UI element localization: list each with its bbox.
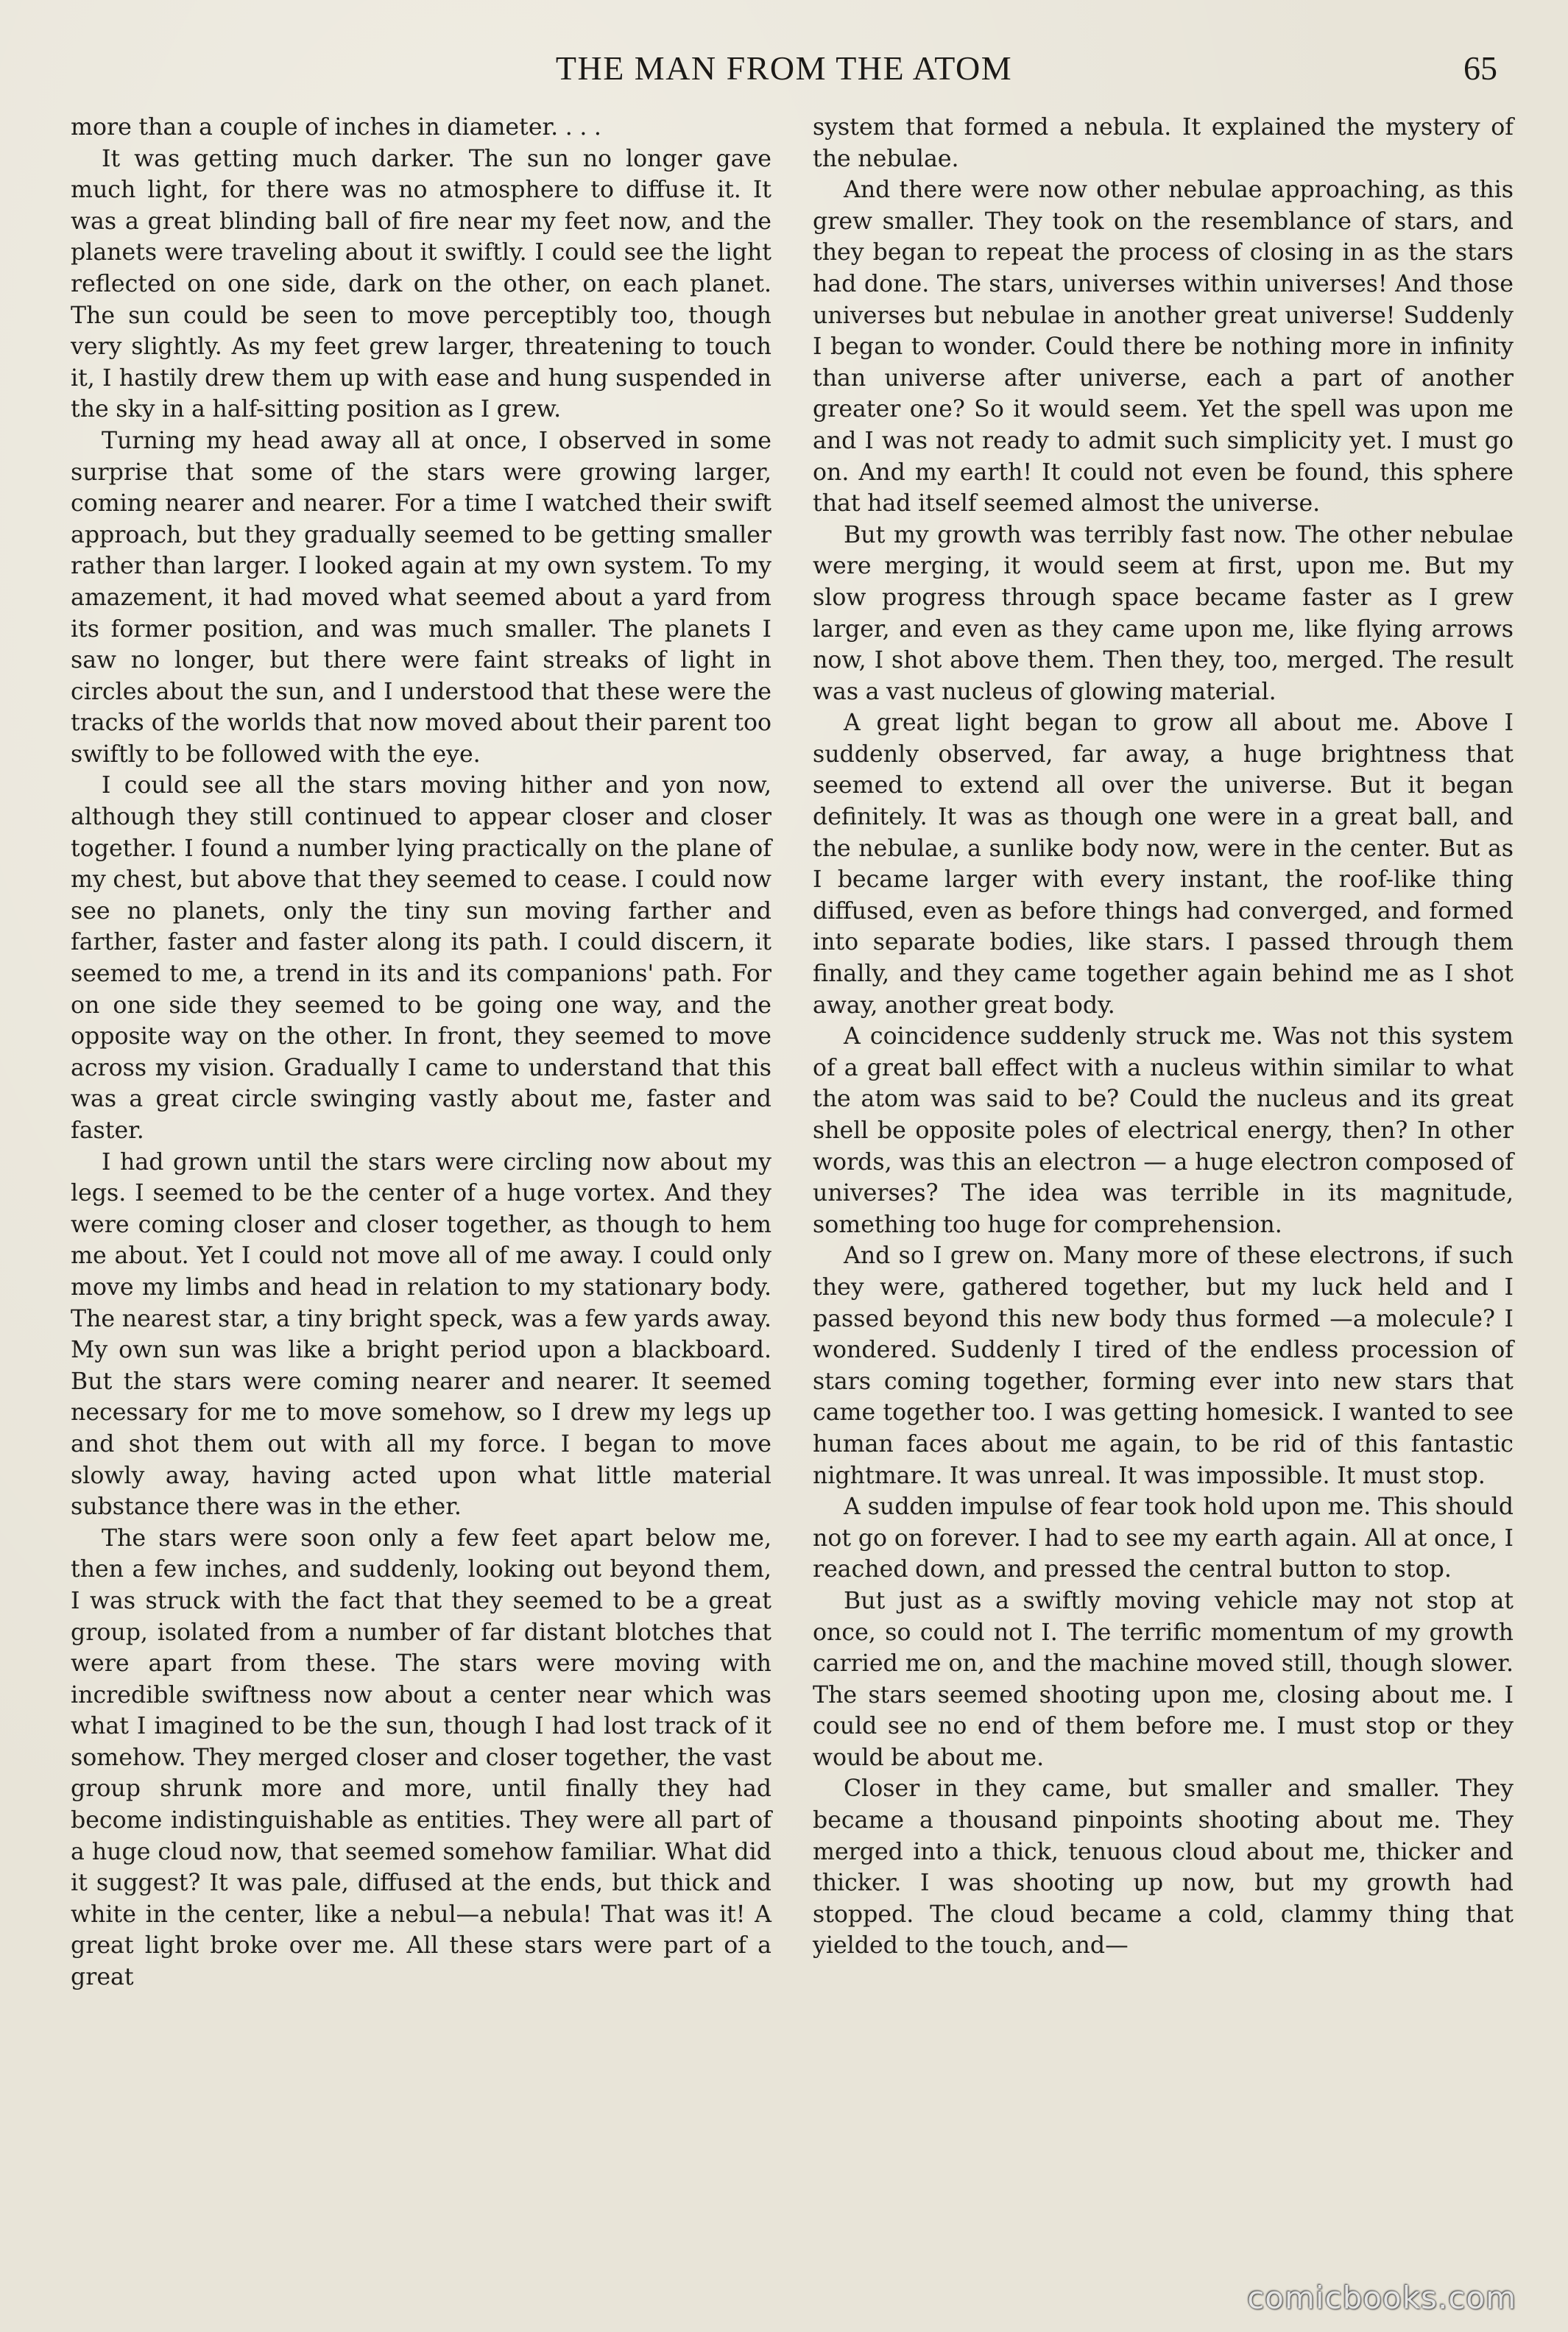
paragraph: Closer in they came, but smaller and smaller. They became a thousand pinpoints shooting about me. They merged into a thick, tenuous cloud about me, thicker and thicker. I was shooting up now, but my growth had stopped. The cloud became a cold, clammy thing that yielded to the touch, and— [813,1776,1514,1960]
paragraph: system that formed a nebula. It explained the mystery of the nebulae. [813,114,1514,172]
paragraph: But my growth was terribly fast now. The other nebulae were merging, it would seem at first, upon me. But my slow progress through space became faster as I grew larger, and even as they came upon me, like flying arrows now, I shot above them. Then they, too, merged. The result was a vast nucleus of glowing material. [813,521,1514,705]
paragraph: Turning my head away all at once, I observed in some surprise that some of the stars were growing larger, coming nearer and nearer. For a time I watched their swift approach, but they gradually seemed to be getting smaller rather than larger. I looked again at my own system. To my amazement, it had moved what seemed about a yard from its former position, and was much smaller. The planets I saw no longer, but there were faint streaks of light in circles about the sun, and I understood that these were the tracks of the worlds that now moved about their parent too swiftly to be followed with the eye. [71,427,771,768]
text-columns [71,112,1514,2313]
page-title: THE MAN FROM THE ATOM [555,49,1013,87]
paragraph: And there were now other nebulae approaching, as this grew smaller. They took on the resemblance of stars, and they began to repeat the process of closing in as the stars had done. The stars, universes within universes! And those universes but nebulae in another great universe! Suddenly I began to wonder. Could there be nothing more in infinity than universe after universe, each a part of another greater one? So it would seem. Yet the spell was upon me and I was not ready to admit such simplicity yet. I must go on. And my earth! It could not even be found, this sphere that had itself seemed almost the universe. [813,177,1514,517]
paragraph: I could see all the stars moving hither and yon now, although they still continued to appear closer and closer together. I found a number lying practically on the plane of my chest, but above that they seemed to cease. I could now see no planets, only the tiny sun moving farther and farther, faster and faster along its path. I could discern, it seemed to me, a trend in its and its companions' path. For on one side they seemed to be going one way, and the opposite way on the other. In front, they seemed to move across my vision. Gradually I came to understand that this was a great circle swinging vastly about me, faster and faster. [71,772,771,1144]
paragraph: more than a couple of inches in diameter. . . . [71,114,601,141]
paragraph: A coincidence suddenly struck me. Was not this system of a great ball effect with a nucleus within similar to what the atom was said to be? Could the nucleus and its great shell be opposite poles of electrical energy, then? In other words, was this an electron — a huge electron composed of universes? The idea was terrible in its magnitude, something too huge for comprehension. [813,1023,1514,1238]
paragraph: The stars were soon only a few feet apart below me, then a few inches, and suddenly, looking out beyond them, I was struck with the fact that they seemed to be a great group, isolated from a number of far distant blotches that were apart from these. The stars were moving with incredible swiftness now about a center near which was what I imagined to be the sun, though I had lost track of it somehow. They merged closer and closer together, the vast group shrunk more and more, until finally they had become indistinguishable as entities. They were all part of a huge cloud now, that seemed somehow familiar. What did it suggest? It was pale, diffused at the ends, but thick and white in the center, like a nebul—a nebula! That was it! A great light broke over me. All these stars were part of a great [71,1524,771,1991]
paragraph: And so I grew on. Many more of these electrons, if such they were, gathered together, but my luck held and I passed beyond this new body thus formed —a molecule? I wondered. Suddenly I tired of the endless procession of stars coming together, forming ever into new stars that came together too. I was getting homesick. I wanted to see human faces about me again, to be rid of this fantastic nightmare. It was unreal. It was impossible. It must stop. [813,1243,1514,1489]
left-column [71,112,771,2313]
page-number: 65 [1463,49,1497,87]
paragraph: It was getting much darker. The sun no longer gave much light, for there was no atmosphere to diffuse it. It was a great blinding ball of fire near my feet now, and the planets were traveling about it swiftly. I could see the light reflected on one side, dark on the other, on each planet. The sun could be seen to move perceptibly too, though very slightly. As my feet grew larger, threatening to touch it, I hastily drew them up with ease and hung suspended in the sky in a half-sitting position as I grew. [71,145,771,423]
right-column [813,112,1514,2313]
watermark: comicbooks.com [1247,2280,1516,2316]
paragraph: A great light began to grow all about me. Above I suddenly observed, far away, a huge brightness that seemed to extend all over the universe. But it began definitely. It was as though one were in a great ball, and the nebulae, a sunlike body now, were in the center. But as I became larger with every instant, the roof-like thing diffused, even as before things had converged, and formed into separate bodies, like stars. I passed through them finally, and they came together again behind me as I shot away, another great body. [813,710,1514,1019]
paragraph: A sudden impulse of fear took hold upon me. This should not go on forever. I had to see my earth again. All at once, I reached down, and pressed the central button to stop. [813,1494,1514,1583]
paragraph: But just as a swiftly moving vehicle may not stop at once, so could not I. The terrific momentum of my growth carried me on, and the machine moved still, though slower. The stars seemed shooting upon me, closing about me. I could see no end of them before me. I must stop or they would be about me. [813,1587,1514,1771]
paragraph: I had grown until the stars were circling now about my legs. I seemed to be the center of a huge vortex. And they were coming closer and closer together, as though to hem me about. Yet I could not move all of me away. I could only move my limbs and head in relation to my stationary body. The nearest star, a tiny bright speck, was a few yards away. My own sun was like a bright period upon a blackboard. But the stars were coming nearer and nearer. It seemed necessary for me to move somehow, so I drew my legs up and shot them out with all my force. I began to move slowly away, having acted upon what little material substance there was in the ether. [71,1148,771,1521]
running-head [71,49,1497,100]
